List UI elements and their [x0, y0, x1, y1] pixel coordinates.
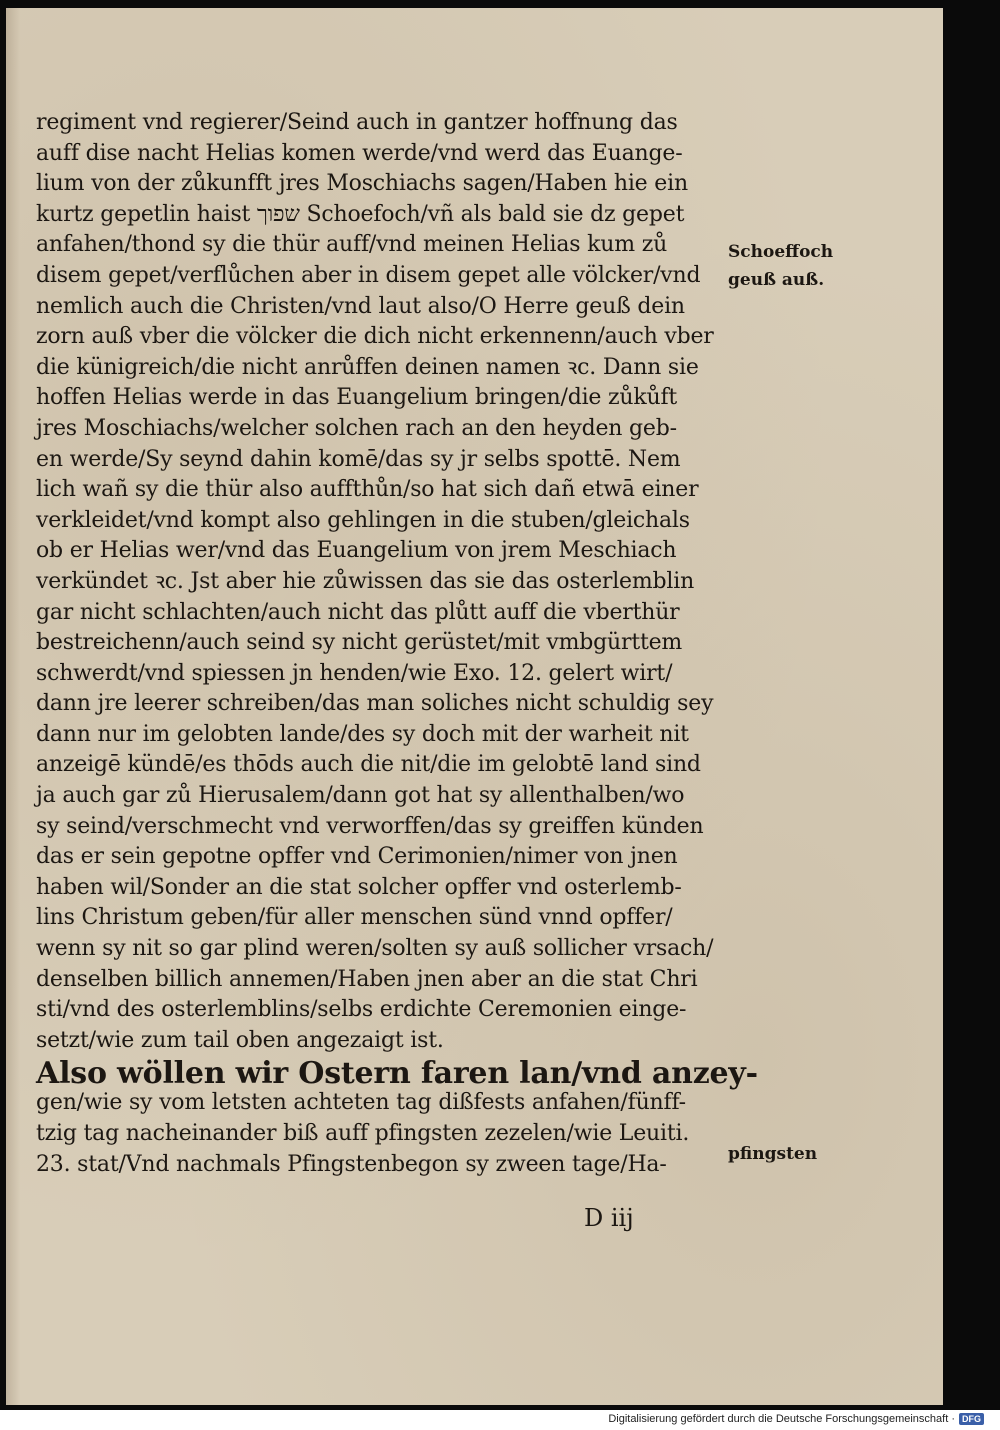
text-line: tzig tag nacheinander biß auff pfingsten zezelen/wie Leuiti.: [36, 1121, 690, 1146]
text-line: gar nicht schlachten/auch nicht das plůtt auff die vberthür: [36, 599, 680, 625]
text-line: setzt/wie zum tail oben angezaigt ist.: [36, 1027, 444, 1053]
dfg-logo: DFG: [959, 1413, 984, 1425]
margin-note-geuss-auss: geuß auß.: [728, 270, 825, 290]
text-line: lich wañ sy die thür also auffthůn/so hat sich dañ etwā einer: [36, 477, 699, 503]
text-line: bestreichenn/auch seind sy nicht gerüstet/mit vmbgürttem: [36, 630, 683, 656]
text-line: zorn auß vber die völcker die dich nicht erkennenn/auch vber: [36, 324, 714, 350]
text-line: 23. stat/Vnd nachmals Pfingstenbegon sy zween tage/Ha-: [36, 1151, 667, 1177]
text-line: lium von der zůkunfft jres Moschiachs sagen/Haben hie ein: [36, 171, 688, 197]
text-line: ja auch gar zů Hierusalem/dann got hat sy allenthalben/wo: [36, 783, 685, 809]
text-line: auff dise nacht Helias komen werde/vnd werd das Euange-: [36, 140, 683, 166]
text-line: denselben billich annemen/Haben jnen aber an die stat Chri: [36, 966, 698, 992]
book-page: [6, 8, 943, 1405]
text-line: regiment vnd regierer/Seind auch in gantzer hoffnung das: [36, 110, 678, 135]
text-line: verkündet ꝛc. Jst aber hie zůwissen das sie das osterlemblin: [36, 568, 695, 594]
text-line: die künigreich/die nicht anrůffen deinen namen ꝛc. Dann sie: [36, 354, 699, 380]
signature-mark: D iij: [584, 1204, 634, 1232]
page-text: [36, 108, 758, 1180]
text-line: disem gepet/verflůchen aber in disem gepet alle völcker/vnd: [36, 262, 701, 288]
text-line: haben wil/Sonder an die stat solcher opffer vnd osterlemb-: [36, 874, 682, 900]
text-line: wenn sy nit so gar plind weren/solten sy auß sollicher vrsach/: [36, 936, 714, 962]
text-line: anzeigē kündē/es thōds auch die nit/die im gelobtē land sind: [36, 752, 701, 778]
text-line: hoffen Helias werde in das Euangelium bringen/die zůkůft: [36, 385, 678, 411]
text-line: dann nur im gelobten lande/des sy doch mit der warheit nit: [36, 721, 689, 747]
section-start-line: Also wöllen wir Ostern faren lan/vnd anzey-: [36, 1056, 758, 1092]
text-line: gen/wie sy vom letsten achteten tag dißfests anfahen/fünff-: [36, 1090, 686, 1116]
margin-note-schoeffoch: Schoeffoch: [728, 242, 834, 262]
text-line: nemlich auch die Christen/vnd laut also/O Herre geuß dein: [36, 293, 685, 319]
credit-text: Digitalisierung gefördert durch die Deutsche Forschungsgemeinschaft ·: [608, 1413, 955, 1425]
text-line: verkleidet/vnd kompt also gehlingen in die stuben/gleichals: [36, 507, 690, 533]
text-line: sti/vnd des osterlemblins/selbs erdichte Ceremonien einge-: [36, 997, 687, 1023]
text-line: sy seind/verschmecht vnd verworffen/das sy greiffen künden: [36, 813, 704, 839]
text-line: kurtz gepetlin haist שפוך Schoefoch/vñ als bald sie dz gepet: [36, 201, 685, 227]
text-line: schwerdt/vnd spiessen jn henden/wie Exo. 12. gelert wirt/: [36, 660, 673, 686]
digitization-credit: [608, 1413, 984, 1425]
text-line: ob er Helias wer/vnd das Euangelium von jrem Meschiach: [36, 538, 677, 564]
text-line: lins Christum geben/für aller menschen sünd vnnd opffer/: [36, 905, 673, 931]
text-line: dann jre leerer schreiben/das man soliches nicht schuldig sey: [36, 691, 714, 717]
margin-note-pfingsten: pfingsten: [728, 1144, 818, 1164]
text-line: en werde/Sy seynd dahin komē/das sy jr selbs spottē. Nem: [36, 446, 681, 472]
text-line: jres Moschiachs/welcher solchen rach an den heyden geb-: [36, 415, 677, 441]
text-line: das er sein gepotne opffer vnd Cerimonien/nimer von jnen: [36, 844, 678, 870]
text-line: anfahen/thond sy die thür auff/vnd meinen Helias kum zů: [36, 232, 668, 258]
